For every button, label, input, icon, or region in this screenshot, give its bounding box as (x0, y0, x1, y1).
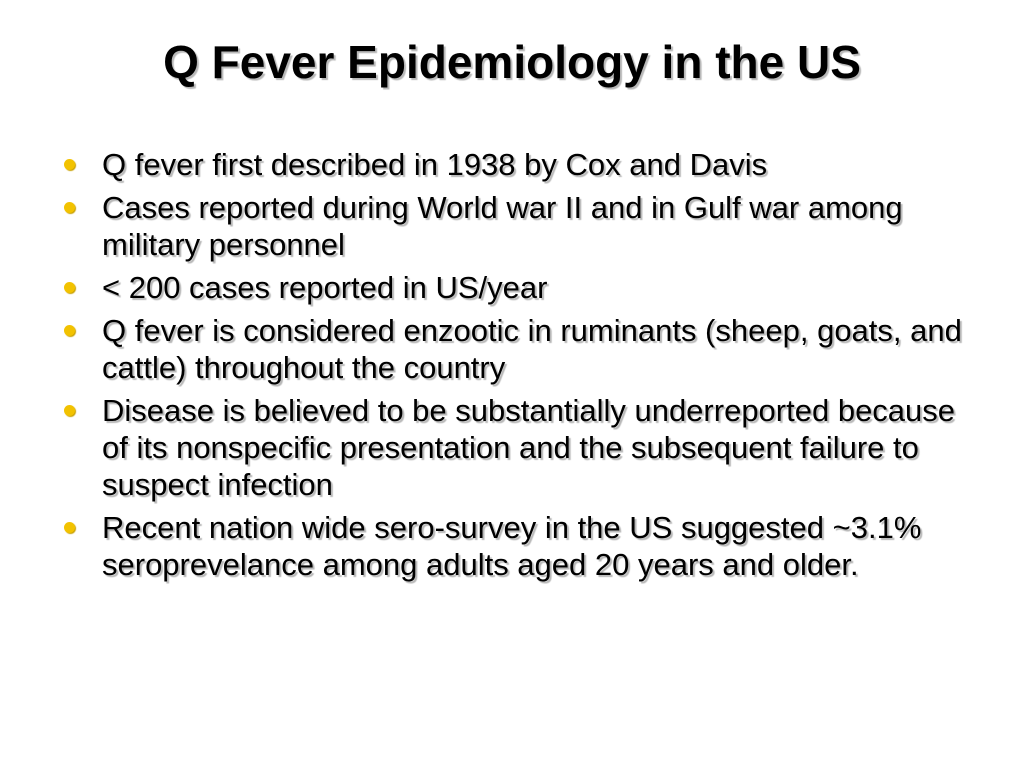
bullet-dot-icon (64, 282, 75, 293)
bullet-text: < 200 cases reported in US/year (102, 270, 548, 305)
bullet-text: Recent nation wide sero-survey in the US suggested ~3.1% seroprevelance among adults aged 20 years and older. (102, 510, 922, 582)
bullet-item (62, 312, 982, 386)
bullet-text: Q fever first described in 1938 by Cox and Davis (102, 147, 768, 182)
bullet-text: Cases reported during World war II and in Gulf war among military personnel (102, 190, 903, 262)
bullet-item (62, 189, 982, 263)
bullet-text: Q fever is considered enzootic in ruminants (sheep, goats, and cattle) throughout the country (102, 313, 962, 385)
bullet-item (62, 509, 982, 583)
bullet-item (62, 146, 982, 183)
bullet-dot-icon (64, 159, 75, 170)
bullet-list (62, 146, 982, 589)
bullet-dot-icon (64, 202, 75, 213)
bullet-text: Disease is believed to be substantially underreported because of its nonspecific presentation and the subsequent failure to suspect infection (102, 393, 956, 502)
bullet-dot-icon (64, 522, 75, 533)
bullet-item (62, 392, 982, 503)
bullet-dot-icon (64, 405, 75, 416)
bullet-dot-icon (64, 325, 75, 336)
bullet-item (62, 269, 982, 306)
slide-title: Q Fever Epidemiology in the US (163, 36, 861, 88)
